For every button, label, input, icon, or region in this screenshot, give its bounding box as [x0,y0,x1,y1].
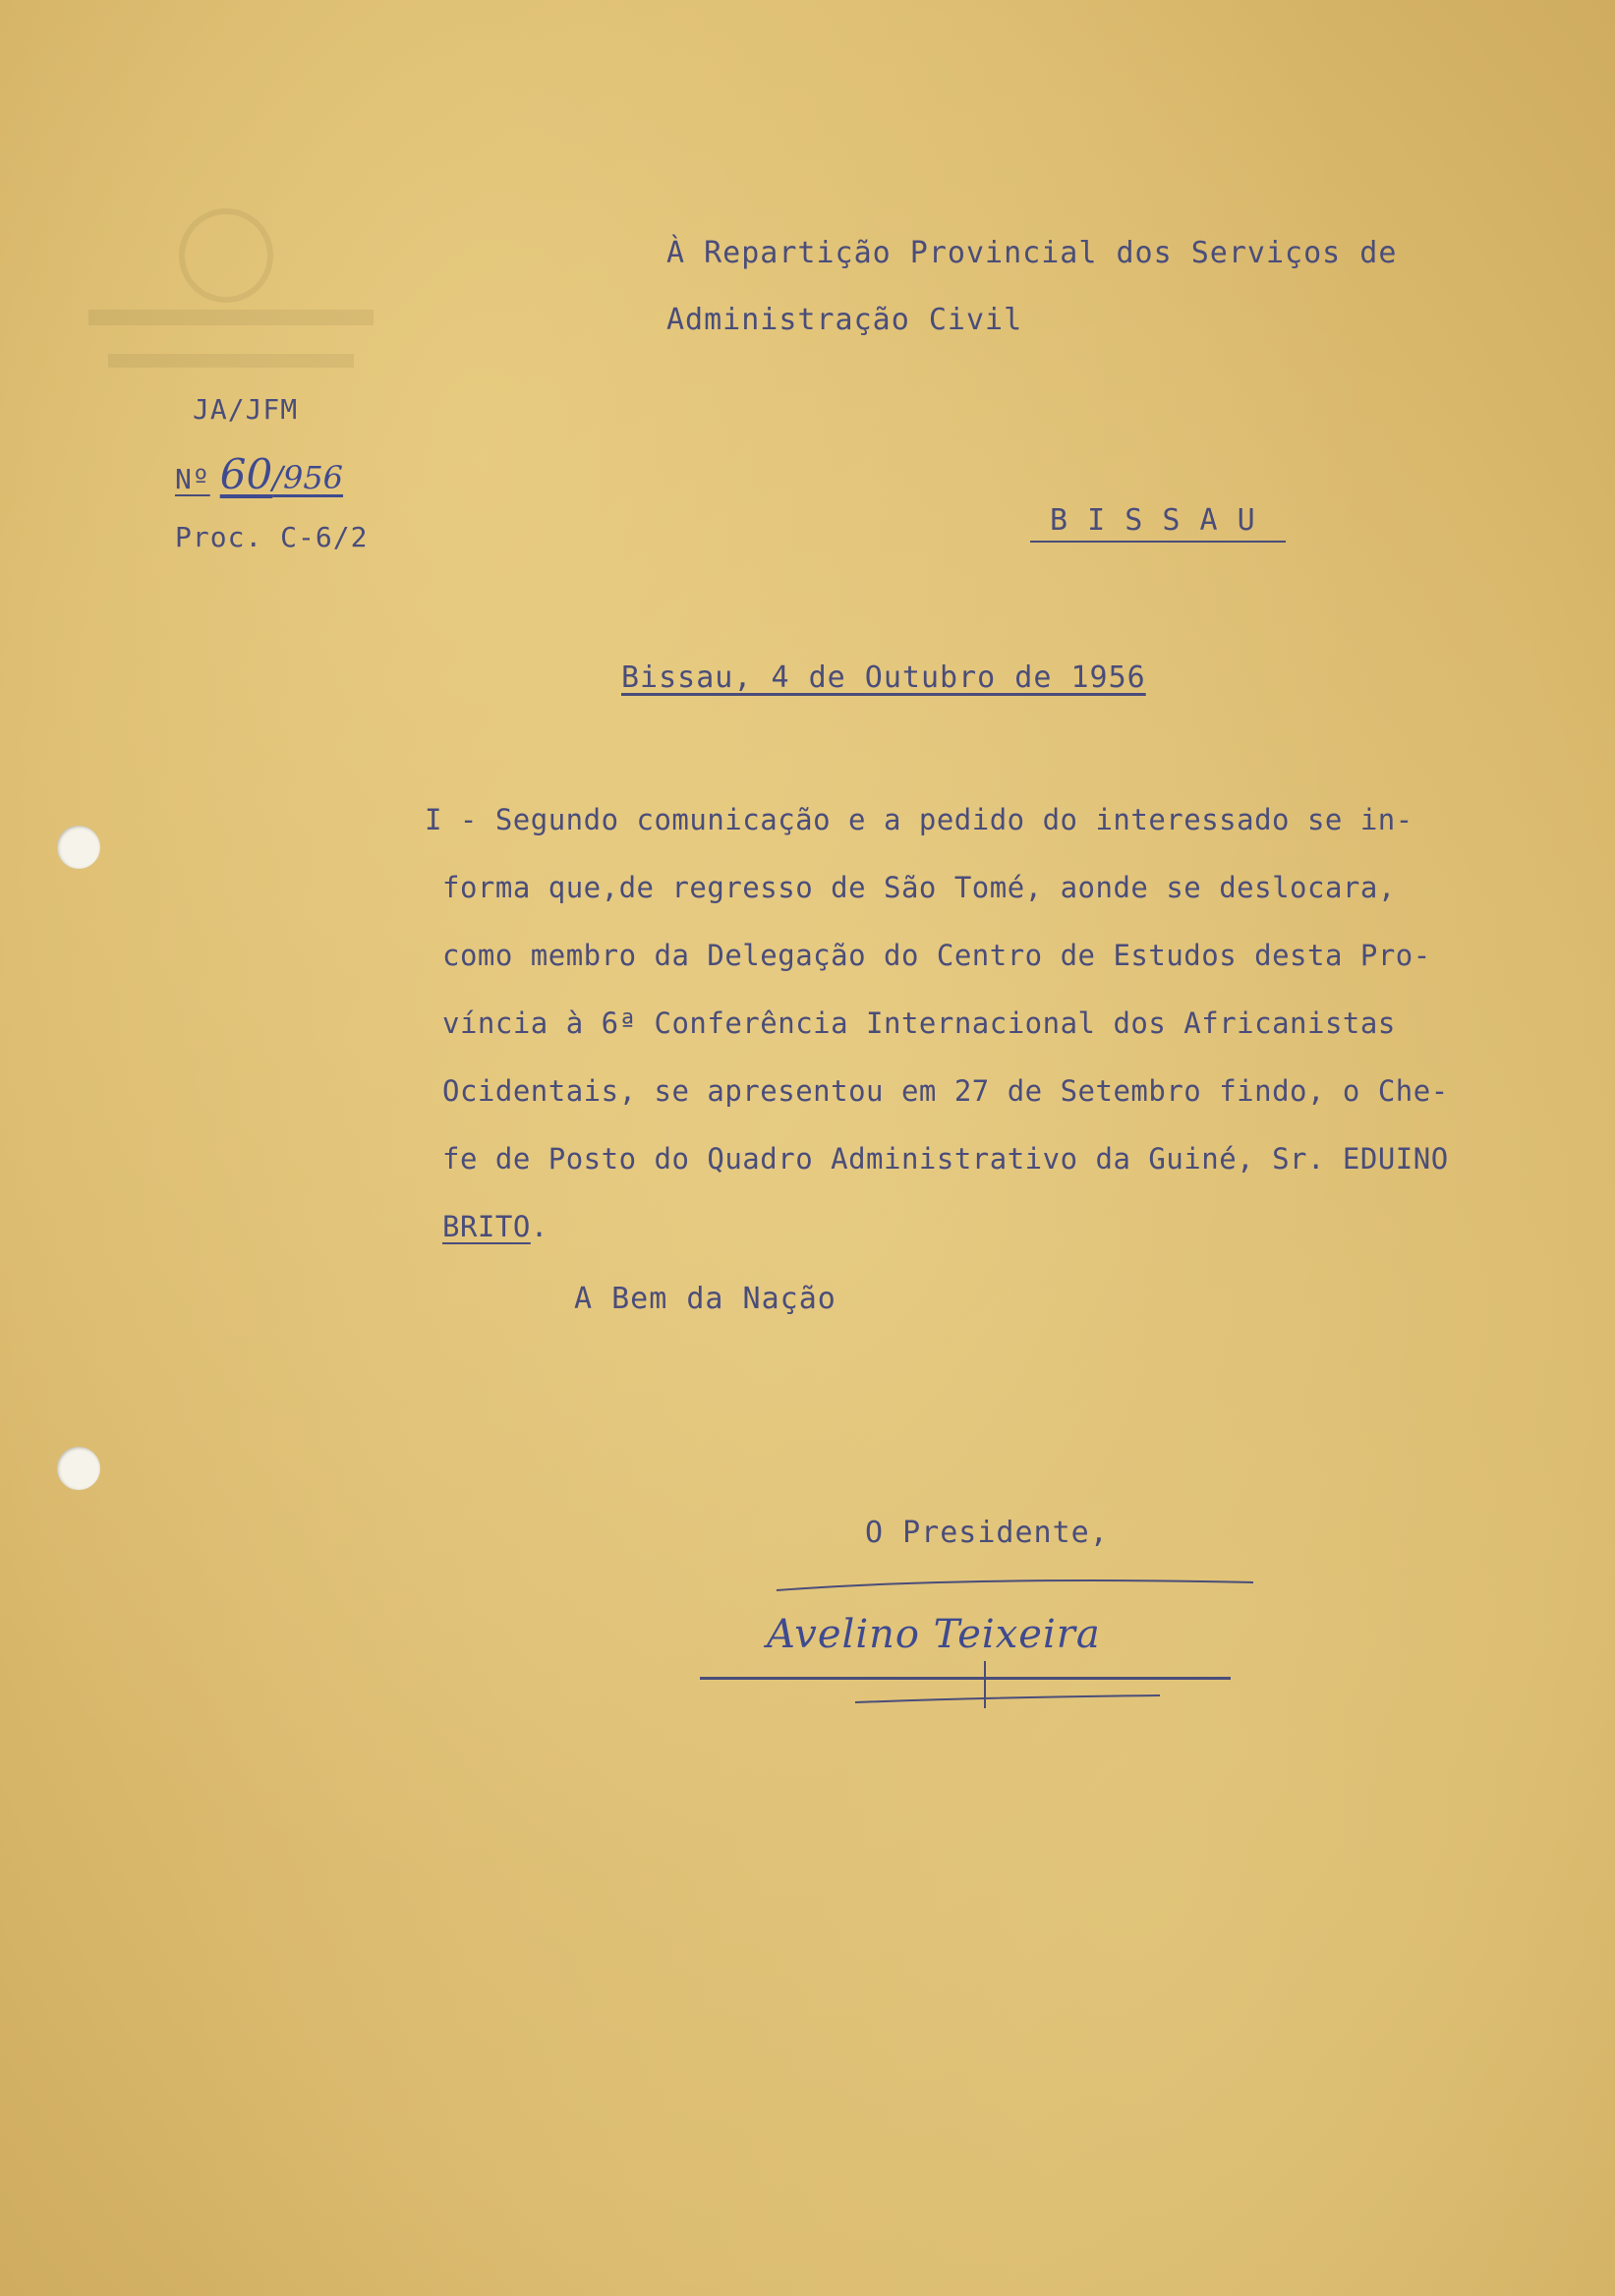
body-paragraph [425,786,1555,1261]
body-last-line-end: . [530,1210,548,1243]
addressee-line-1: À Repartição Provincial dos Serviços de [666,236,1398,270]
body-line: Ocidentais, se apresentou em 27 de Setembro findo, o Che- [442,1074,1449,1108]
reference-number [175,450,343,498]
body-line: I - Segundo comunicação e a pedido do interessado se in- [425,803,1413,836]
reference-number-year: /956 [272,459,344,496]
body-line: forma que,de regresso de São Tomé, aonde se deslocara, [442,871,1396,904]
signatory-title: O Presidente, [865,1516,1109,1550]
person-name-surname: BRITO [442,1210,531,1243]
reference-number-prefix: Nº [175,463,210,495]
addressee-line-2: Administração Civil [666,303,1023,337]
faded-stamp-icon [69,187,393,413]
body-last-line [442,1193,1555,1261]
punch-hole-bottom [57,1447,100,1490]
punch-hole-top [57,826,100,869]
addressee-city: B I S S A U [1050,503,1256,538]
closing-salutation: A Bem da Nação [574,1282,836,1316]
reference-number-handwritten: 60 [219,450,273,498]
signature-line [700,1677,1231,1680]
body-line: fe de Posto do Quadro Administrativo da Guiné, Sr. EDUINO [442,1142,1449,1176]
body-line: como membro da Delegação do Centro de Estudos desta Pro- [442,939,1431,972]
signature: Avelino Teixeira [767,1612,1101,1657]
city-underline [1030,541,1286,543]
date-line: Bissau, 4 de Outubro de 1956 [621,660,1146,695]
reference-initials: JA/JFM [193,393,299,426]
reference-process: Proc. C-6/2 [175,521,369,553]
body-line: víncia à 6ª Conferência Internacional dos Africanistas [442,1006,1396,1040]
